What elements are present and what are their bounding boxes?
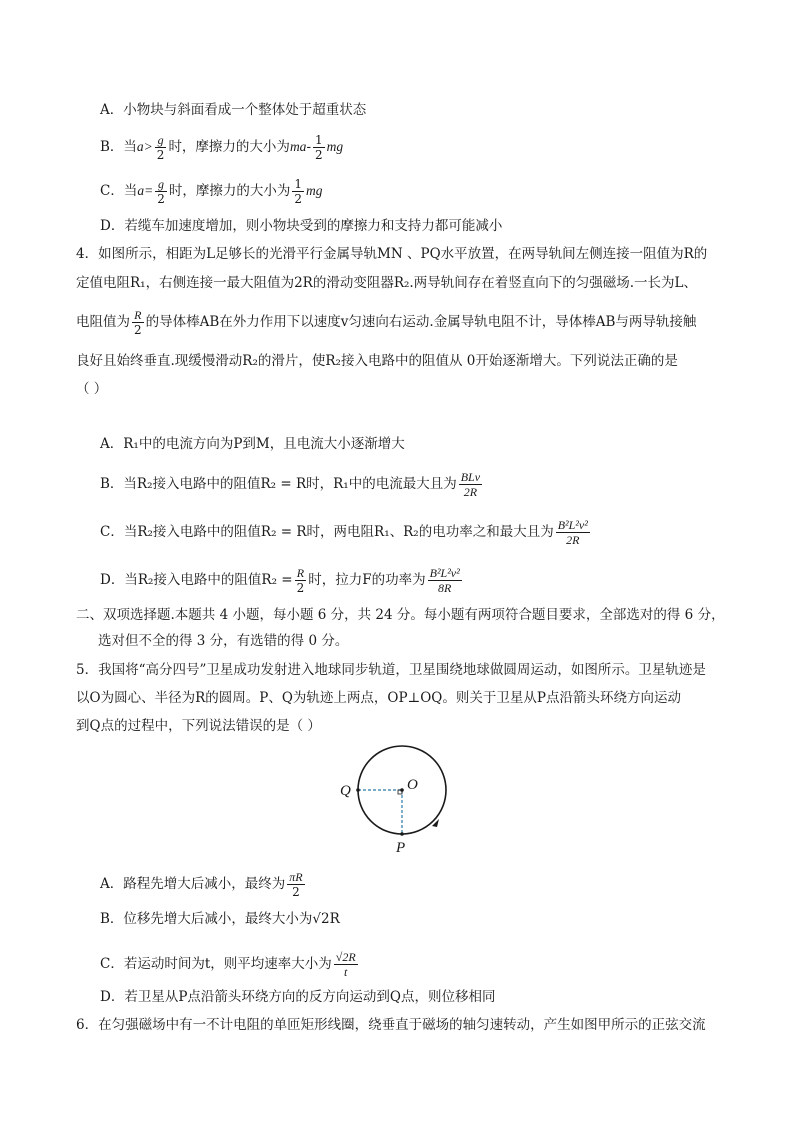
- label-p: P: [396, 840, 406, 856]
- fraction: $\frac{R}{2}$: [134, 308, 142, 337]
- q4-option-d: D．当R₂接入电路中的阻值R₂ = $\frac{R}{2}$ 时，拉力F的功率为 $\frac{\text{B²L²v²}}{8R}$: [100, 566, 460, 595]
- fraction: $\frac{\text{B²L²v²}}{2R}$: [557, 518, 588, 547]
- q5-stem-line3: 到Q点的过程中，下列说法错误的是（ ）: [76, 718, 321, 734]
- fraction: $\frac{1}{2}$: [294, 177, 302, 206]
- section-heading-line1: 二、双项选择题.本题共 4 小题，每小题 6 分，共 24 分。每小题有两项符合题目要求，全部选对的得 6 分，: [76, 607, 725, 623]
- q5-option-c: C．若运动时间为t，则平均速率大小为 $\frac{√2R}{t}$: [100, 950, 356, 979]
- orbit-diagram: [336, 742, 466, 856]
- q5-option-b: B．位移先增大后减小，最终大小为√2R: [100, 911, 340, 927]
- point-q: [356, 788, 360, 792]
- q4-stem-line3: 电阻值为 $\frac{R}{2}$ 的导体棒AB在外力作用下以速度v匀速向右运动.金属导轨电阻不计，导体棒AB与两导轨接触: [76, 308, 697, 337]
- q3-option-b: B．当a> $\frac{g}{2}$ 时，摩擦力的大小为ma- $\frac{1}{2}$ mg: [100, 133, 344, 162]
- fraction: $\frac{g}{2}$: [157, 177, 165, 206]
- fraction: $\frac{\text{BLv}}{2R}$: [460, 470, 481, 499]
- q5-option-a: A．路程先增大后减小，最终为 $\frac{\pi R}{2}$: [100, 870, 303, 899]
- q4-answer-bracket: （ ）: [76, 381, 108, 397]
- q6-stem-line1: 6．在匀强磁场中有一不计电阻的单匝矩形线圈，绕垂直于磁场的轴匀速转动，产生如图甲所示的正弦交流: [76, 1017, 706, 1033]
- q3-option-a: A．小物块与斜面看成一个整体处于超重状态: [100, 102, 367, 118]
- q4-stem-line4: 良好且始终垂直.现缓慢滑动R₂的滑片，使R₂接入电路中的阻值从 0开始逐渐增大。下列说法正确的是: [76, 353, 678, 369]
- section-heading-line2: 选对但不全的得 3 分，有选错的得 0 分。: [98, 633, 349, 649]
- q5-stem-line1: 5．我国将“高分四号”卫星成功发射进入地球同步轨道，卫星围绕地球做圆周运动，如图所示。卫星轨迹是: [76, 662, 706, 678]
- point-p: [400, 832, 404, 836]
- label-q: Q: [340, 783, 351, 799]
- q4-stem-line1: 4．如图所示，相距为L足够长的光滑平行金属导轨MN 、PQ水平放置，在两导轨间左侧连接一阻值为R的: [76, 246, 708, 262]
- fraction: $\frac{R}{2}$: [296, 566, 305, 595]
- q5-stem-line2: 以O为圆心、半径为R的圆周。P、Q为轨迹上两点，OP⊥OQ。则关于卫星从P点沿箭头环绕方向运动: [76, 690, 681, 706]
- q4-stem-line2: 定值电阻R₁，右侧连接一最大阻值为2R的滑动变阻器R₂.两导轨间存在着竖直向下的匀强磁场.一长为L、: [76, 275, 697, 291]
- q4-option-c: C．当R₂接入电路中的阻值R₂ = R时，两电阻R₁、R₂的电功率之和最大且为 $\frac{\text{B²L²v²}}{2R}$: [100, 518, 588, 547]
- q4-option-b: B．当R₂接入电路中的阻值R₂ = R时，R₁中的电流最大且为 $\frac{\text{BLv}}{2R}$: [100, 470, 481, 499]
- fraction: $\frac{1}{2}$: [315, 133, 323, 162]
- q3-option-d: D．若缆车加速度增加，则小物块受到的摩擦力和支持力都可能减小: [100, 218, 503, 234]
- label-o: O: [407, 777, 418, 793]
- q5-option-d: D．若卫星从P点沿箭头环绕方向的反方向运动到Q点，则位移相同: [100, 989, 496, 1005]
- center-point-o: [400, 788, 404, 792]
- q3-option-c: C．当a= $\frac{g}{2}$ 时，摩擦力的大小为 $\frac{1}{2}$ mg: [100, 177, 323, 206]
- fraction: $\frac{\pi R}{2}$: [289, 870, 303, 899]
- fraction: $\frac{g}{2}$: [156, 133, 165, 162]
- fraction: $\frac{\text{B²L²v²}}{8R}$: [429, 566, 460, 595]
- q4-option-a: A．R₁中的电流方向为P到M，且电流大小逐渐增大: [100, 436, 405, 452]
- fraction: $\frac{√2R}{t}$: [335, 950, 356, 979]
